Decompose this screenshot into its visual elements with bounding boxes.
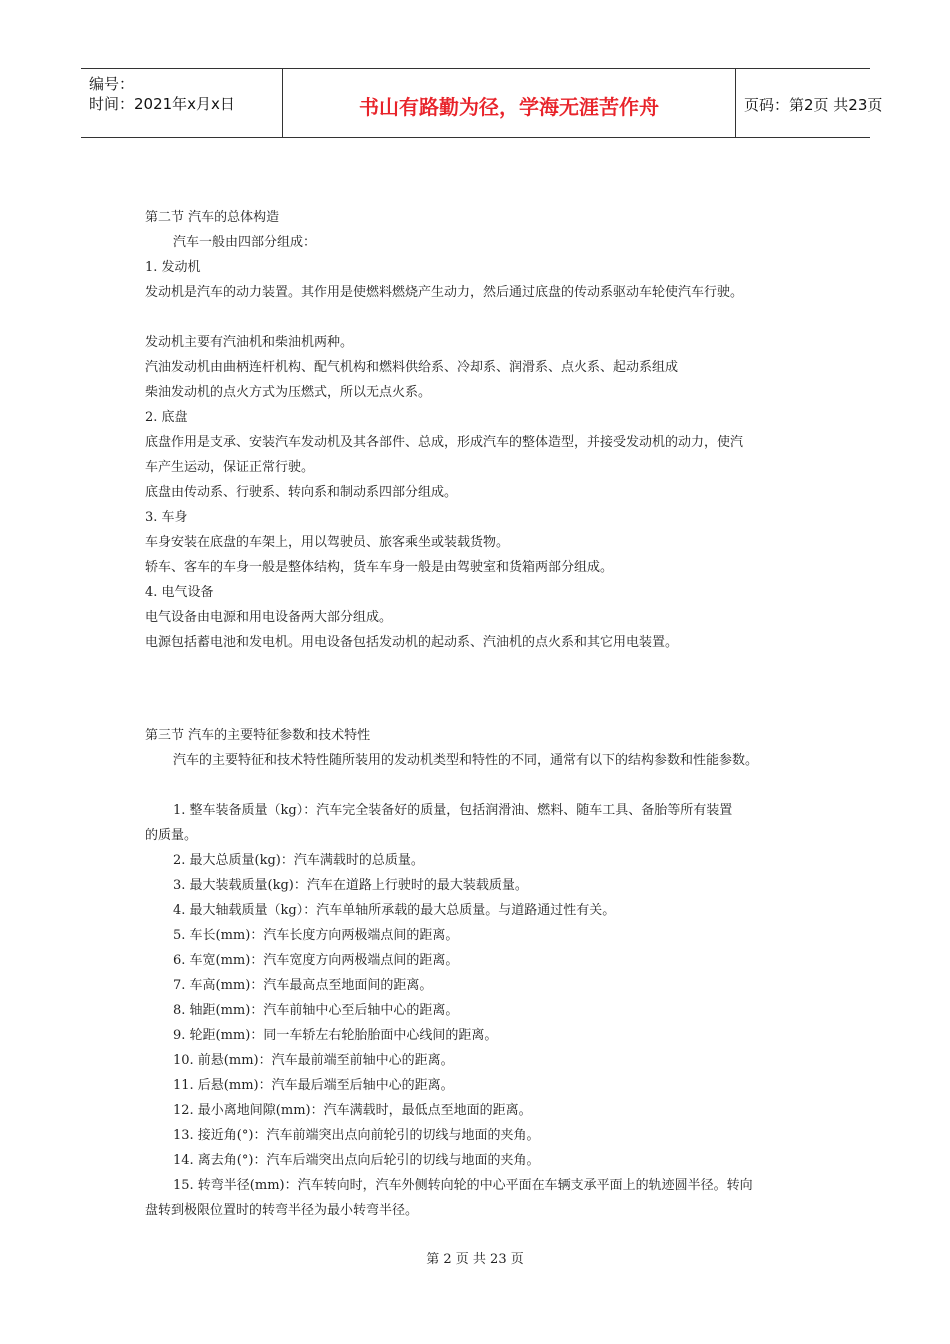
parameter-item-6: 6. 车宽(mm)：汽车宽度方向两极端点间的距离。 — [173, 953, 459, 968]
parameter-item-5: 5. 车长(mm)：汽车长度方向两极端点间的距离。 — [173, 928, 459, 943]
parameter-item-1b: 的质量。 — [145, 828, 198, 843]
parameter-item-13: 13. 接近角(°)：汽车前端突出点向前轮引的切线与地面的夹角。 — [173, 1128, 540, 1143]
engine-paragraph-1: 发动机是汽车的动力装置。其作用是使燃料燃烧产生动力，然后通过底盘的传动系驱动车轮使汽车行驶。 — [145, 285, 744, 300]
header-motto: 书山有路勤为径，学海无涯苦作舟 — [359, 95, 659, 119]
header-left-cell — [81, 69, 283, 137]
parameter-item-10: 10. 前悬(mm)：汽车最前端至前轴中心的距离。 — [173, 1053, 454, 1068]
document-number-label: 编号： — [89, 75, 135, 93]
header-motto-cell — [283, 69, 736, 137]
electric-paragraph-2: 电源包括蓄电池和发电机。用电设备包括发动机的起动系、汽油机的点火系和其它用电装置。 — [145, 635, 679, 650]
header-right-cell — [736, 69, 883, 137]
electric-heading: 4. 电气设备 — [145, 585, 214, 600]
chassis-heading: 2. 底盘 — [145, 410, 188, 425]
chassis-paragraph-2: 底盘由传动系、行驶系、转向系和制动系四部分组成。 — [145, 485, 458, 500]
section3-title: 第三节 汽车的主要特征参数和技术特性 — [145, 728, 371, 743]
parameter-item-9: 9. 轮距(mm)：同一车轿左右轮胎胎面中心线间的距离。 — [173, 1028, 498, 1043]
chassis-paragraph-1a: 底盘作用是支承、安装汽车发动机及其各部件、总成，形成汽车的整体造型，并接受发动机的动力，使汽 — [145, 435, 744, 450]
document-date-label: 时间：2021年x月x日 — [89, 95, 235, 113]
section2-title: 第二节 汽车的总体构造 — [145, 210, 280, 225]
electric-paragraph-1: 电气设备由电源和用电设备两大部分组成。 — [145, 610, 393, 625]
parameter-item-4: 4. 最大轴载质量（kg）：汽车单轴所承载的最大总质量。与道路通过性有关。 — [173, 903, 616, 918]
engine-heading: 1. 发动机 — [145, 260, 201, 275]
section3-intro: 汽车的主要特征和技术特性随所装用的发动机类型和特性的不同，通常有以下的结构参数和性能参数。 — [173, 753, 759, 768]
body-paragraph-2: 轿车、客车的车身一般是整体结构，货车车身一般是由驾驶室和货箱两部分组成。 — [145, 560, 614, 575]
parameter-item-11: 11. 后悬(mm)：汽车最后端至后轴中心的距离。 — [173, 1078, 454, 1093]
body-paragraph-1: 车身安装在底盘的车架上，用以驾驶员、旅客乘坐或装载货物。 — [145, 535, 510, 550]
parameter-item-2: 2. 最大总质量(kg)：汽车满载时的总质量。 — [173, 853, 424, 868]
page-header — [81, 68, 883, 138]
parameter-item-3: 3. 最大装载质量(kg)：汽车在道路上行驶时的最大装载质量。 — [173, 878, 528, 893]
parameter-item-8: 8. 轴距(mm)：汽车前轴中心至后轴中心的距离。 — [173, 1003, 459, 1018]
parameter-item-15a: 15. 转弯半径(mm)：汽车转向时，汽车外侧转向轮的中心平面在车辆支承平面上的轨迹圆半径。转向 — [173, 1178, 753, 1193]
page-footer: 第 2 页 共 23 页 — [426, 1252, 524, 1267]
engine-paragraph-2: 发动机主要有汽油机和柴油机两种。 — [145, 335, 354, 350]
chassis-paragraph-1b: 车产生运动，保证正常行驶。 — [145, 460, 315, 475]
body-heading: 3. 车身 — [145, 510, 188, 525]
header-page-number: 页码：第2页 共23页 — [744, 96, 883, 114]
engine-paragraph-3: 汽油发动机由曲柄连杆机构、配气机构和燃料供给系、冷却系、润滑系、点火系、起动系组成 — [145, 360, 679, 375]
parameter-item-12: 12. 最小离地间隙(mm)：汽车满载时，最低点至地面的距离。 — [173, 1103, 532, 1118]
parameter-item-1a: 1. 整车装备质量（kg）：汽车完全装备好的质量，包括润滑油、燃料、随车工具、备胎等所有装置 — [173, 803, 733, 818]
parameter-item-15b: 盘转到极限位置时的转弯半径为最小转弯半径。 — [145, 1203, 419, 1218]
engine-paragraph-4: 柴油发动机的点火方式为压燃式，所以无点火系。 — [145, 385, 432, 400]
parameter-item-7: 7. 车高(mm)：汽车最高点至地面间的距离。 — [173, 978, 433, 993]
parameter-item-14: 14. 离去角(°)：汽车后端突出点向后轮引的切线与地面的夹角。 — [173, 1153, 540, 1168]
section2-intro: 汽车一般由四部分组成： — [173, 235, 317, 250]
